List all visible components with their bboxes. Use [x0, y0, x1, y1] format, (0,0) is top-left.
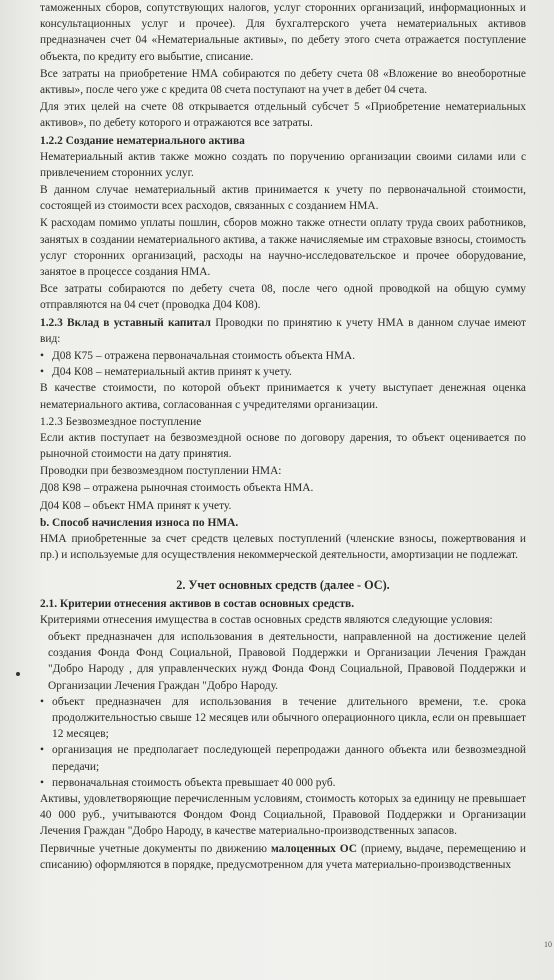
paragraph-with-heading: [40, 315, 526, 347]
bullet-icon: •: [40, 349, 44, 362]
page-number: 10: [544, 939, 552, 949]
list-item-text: Д04 К08 – нематериальный актив принят к учету.: [52, 366, 292, 379]
section-heading-1-2-3: 1.2.3 Вклад в уставный капитал: [40, 316, 211, 329]
list-item-text: первоначальная стоимость объекта превышает 40 000 руб.: [52, 776, 336, 789]
paragraph: В качестве стоимости, по которой объект принимается к учету выступает денежная оценка нематериального актива, согласованная с учредителями организации.: [40, 382, 526, 411]
section-heading-2: 2. Учет основных средств (далее - ОС).: [176, 578, 390, 593]
criteria-list: [40, 629, 526, 791]
paragraph: Нематериальный актив также можно создать по поручению организации своими силами или с привлечением сторонних услуг.: [40, 150, 526, 179]
list-item: [40, 775, 526, 791]
list-item-text: Д08 К75 – отражена первоначальная стоимость объекта НМА.: [52, 349, 356, 362]
list-item: [40, 629, 526, 694]
paragraph: НМА приобретенные за счет средств целевых поступлений (членские взносы, пожертвования и пр.) и используемые для осуществления некоммерческой деятельности, амортизации не подлежат.: [40, 533, 526, 562]
section-heading-1-2-2: 1.2.2 Создание нематериального актива: [40, 134, 245, 147]
paragraph: В данном случае нематериальный актив принимается к учету по первоначальной стоимости, состоящей из стоимости всех расходов, связанных с созданием НМА.: [40, 184, 526, 213]
paragraph: Критериями отнесения имущества в состав основных средств являются следующие условия:: [40, 613, 493, 626]
section-heading-b: b. Способ начисления износа по НМА.: [40, 516, 239, 529]
paragraph: К расходам помимо уплаты пошлин, сборов можно также отнести оплату труда своих работников, занятых в создании нематериального актива, а также начисляемые им страховые взносы, стоимость услуг сторонних организаций, расходы на научно-исследовательское и прочее оборудование, занятое в процессе создания НМА.: [40, 217, 526, 278]
posting-list: [40, 348, 526, 380]
list-item: [40, 742, 526, 774]
scan-speck: [16, 672, 20, 676]
paragraph: Д08 К98 – отражена рыночная стоимость объекта НМА.: [40, 482, 314, 495]
bullet-icon: •: [40, 695, 44, 708]
section-heading-1-2-3-free: 1.2.3 Безвозмездное поступление: [40, 415, 202, 428]
list-item-text: организация не предполагает последующей перепродажи данного объекта или безвозмездной передачи;: [52, 744, 526, 773]
paragraph: [40, 841, 526, 873]
bullet-icon: •: [40, 776, 44, 789]
bullet-icon: •: [40, 366, 44, 379]
paragraph: Активы, удовлетворяющие перечисленным условиям, стоимость которых за единицу не превышает 40 000 руб., учитываются Фондом Фонд Социальной, Правовой Поддержки и Организации Лечения Граждан "Добро Народу, в качестве материально-производственных запасов.: [40, 792, 526, 838]
paragraph: Для этих целей на счете 08 открывается отдельный субсчет 5 «Приобретение нематериальных активов», по дебету которого и отражаются все затраты.: [40, 101, 526, 130]
paragraph-text: Первичные учетные документы по движению: [40, 842, 271, 855]
paragraph-text: (приему, выдаче, перемещению и списанию) оформляются в порядке, предусмотренном для учета материально-производственных: [40, 842, 527, 871]
list-item: [40, 694, 526, 743]
paragraph: Все затраты собираются по дебету счета 08, после чего одной проводкой на общую сумму отправляются на 04 счет (проводка Д04 К08).: [40, 283, 526, 312]
paragraph: таможенных сборов, сопутствующих налогов, услуг сторонних организаций, информационных и консультационных услуг и прочее). Для бухгалтерского учета нематериальных активов предназначен счет 04 «Нематериальные активы», по дебету этого счета отражается поступление объекта, по кредиту его выбытие, списание.: [40, 2, 526, 63]
list-item: [40, 348, 526, 364]
section-heading-2-1: 2.1. Критерии отнесения активов в состав основных средств.: [40, 597, 355, 610]
paragraph: Д04 К08 – объект НМА принят к учету.: [40, 499, 232, 512]
list-item-text: объект предназначен для использования в течение длительного времени, т.е. срока продолжительностью свыше 12 месяцев или обычного операционного цикла, если он превышает 12 месяцев;: [52, 695, 526, 741]
bullet-icon: •: [40, 744, 44, 757]
emphasis-text: малоценных ОС: [270, 842, 358, 855]
paragraph: Все затраты на приобретение НМА собираются по дебету счета 08 «Вложение во внеоборотные активы», после чего уже с кредита 08 счета поступают на учет в дебет 04 счета.: [40, 67, 526, 96]
paragraph: Проводки при безвозмездном поступлении НМА:: [40, 465, 282, 478]
paragraph: Если актив поступает на безвозмездной основе по договору дарения, то объект оценивается по рыночной стоимости на дату принятия.: [40, 431, 526, 461]
paragraph-text: Проводки по принятию к учету НМА в данном случае имеют вид:: [40, 316, 526, 345]
list-item: [40, 364, 526, 380]
list-item-text: объект предназначен для использования в деятельности, направленной на достижение целей создания Фонда Фонд Социальной, Правовой Поддержки и Организации Лечения Граждан "Добро Народу , для управленческих нужд Фонда Фонд Социальной, Правовой Поддержки и Организации Лечения Граждан "Добро Народу.: [48, 631, 526, 692]
